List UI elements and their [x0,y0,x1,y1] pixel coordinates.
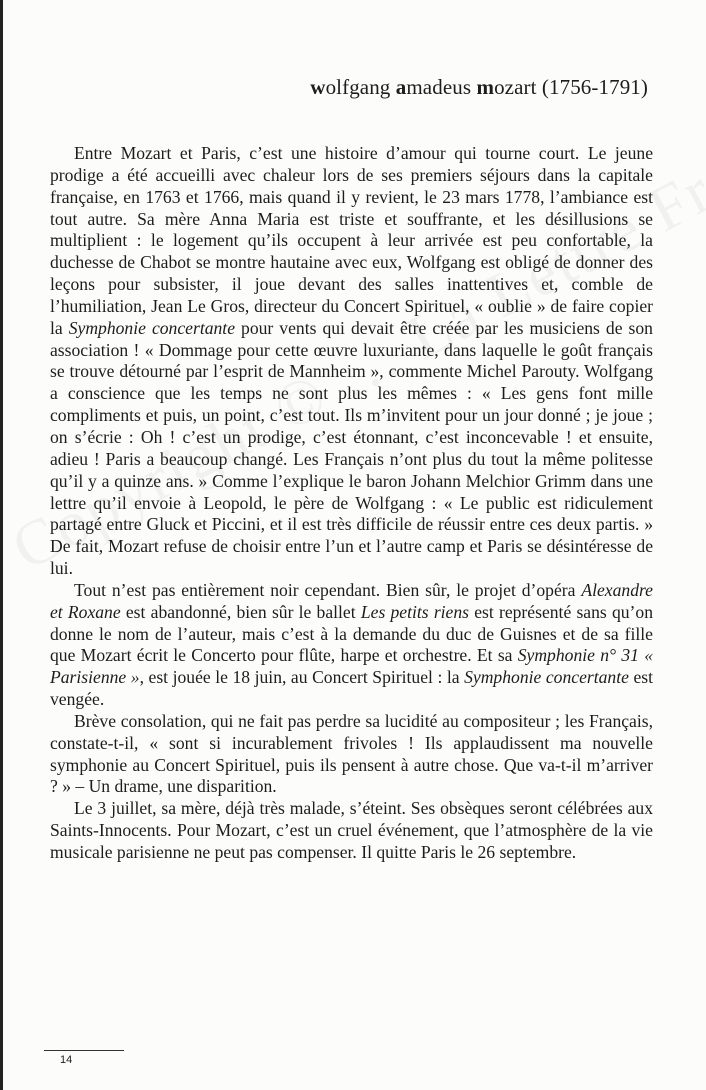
header-name-part: ozart [494,75,537,99]
text-run: , est jouée le 18 juin, au Concert Spirituel : la [139,667,465,688]
header-dates: (1756-1791) [536,75,648,99]
header-initial: m [476,75,495,99]
italic-title: Symphonie n° 31 « Parisienne » [50,645,653,688]
text-run: Brève consolation, qui ne fait pas perdre sa lucidité au compositeur ; les Français, constate-t-il, « sont si incurablement frivoles ! Ils applaudissent ma nouvelle symphonie au Concert Spirituel, puis ils pensent à autre chose. Que va-t-il m’arriver ? » – Un drame, une disparition. [50,710,653,797]
text-run: est représenté sans qu’on donne le nom de l’auteur, mais c’est à la demande du duc de Guisnes et de sa fille que Mozart écrit le Concerto pour flûte, harpe et orchestre. Et sa [50,601,654,666]
scan-edge [0,0,3,1090]
header-initial: a [395,75,407,99]
italic-title: Alexandre et Roxane [50,579,653,622]
text-run: est abandonné, bien sûr le ballet [120,601,361,622]
italic-title: Les petits riens [360,601,470,622]
text-run: est vengée. [50,667,654,710]
text-run: pour vents qui devait être créée par les musiciens de son association ! « Dommage pour cette œuvre luxuriante, dans laquelle le goût français se trouve détourné par l’esprit de Mannheim », commente Michel Parouty. Wolfgang a conscience que les temps ne sont plus les mêmes : « Les gens font mille compliments et puis, un point, c’est tout. Ils m’invitent pour un jour donné ; je joue ; on s’écrie : Oh ! c’est un prodige, c’est étonnant, c’est inconcevable ! et ensuite, adieu ! Paris a beaucoup changé. Les Français n’ont plus du tout la même politesse qu’il y a quinze ans. » Comme l’explique le baron Johann Melchior Grimm dans une lettre qu’il envoie à Leopold, le père de Wolfgang : « Le public est ridiculement partagé entre Gluck et Piccini, et il est très difficile de réussir entre ces deux partis. » De fait, Mozart refuse de choisir entre l’un et l’autre camp et Paris se désintéresse de lui. [50,317,653,579]
paragraph [50,143,653,580]
body-text [50,143,653,864]
paragraph [50,711,653,798]
text-run: Tout n’est pas entièrement noir cependant. Bien sûr, le projet d’opéra [74,579,582,600]
paragraph [50,798,653,864]
text-run: Le 3 juillet, sa mère, déjà très malade, s’éteint. Ses obsèques seront célébrées aux Saints-Innocents. Pour Mozart, c’est un cruel événement, que l’atmosphère de la vie musicale parisienne ne peut pas compenser. Il quitte Paris le 26 septembre. [50,798,653,862]
text-run: Entre Mozart et Paris, c’est une histoire d’amour qui tourne court. Le jeune prodige a été accueilli avec chaleur lors de ses premiers séjours dans la capitale française, en 1763 et 1766, mais quand il y revient, le 23 mars 1778, l’ambiance est tout autre. Sa mère Anna Maria est triste et souffrante, et les désillusions se multiplient : le logement qu’ils occupent à leur arrivée est peu confortable, la duchesse de Chabot se montre hautaine avec eux, Wolfgang est obligé de donner des leçons pour subsister, il joue devant des salles inattentives et, comble de l’humiliation, Jean Le Gros, directeur du Concert Spirituel, « oublie » de faire copier la [50,143,653,338]
running-header [310,75,648,100]
header-name-part: madeus [406,75,477,99]
header-initial: w [310,75,326,99]
header-name-part: olfgang [325,75,396,99]
paragraph [50,580,653,711]
footer-rule [44,1050,124,1051]
page-number: 14 [60,1054,73,1066]
italic-title: Symphonie concertante [464,667,629,688]
italic-title: Symphonie concertante [68,317,235,338]
